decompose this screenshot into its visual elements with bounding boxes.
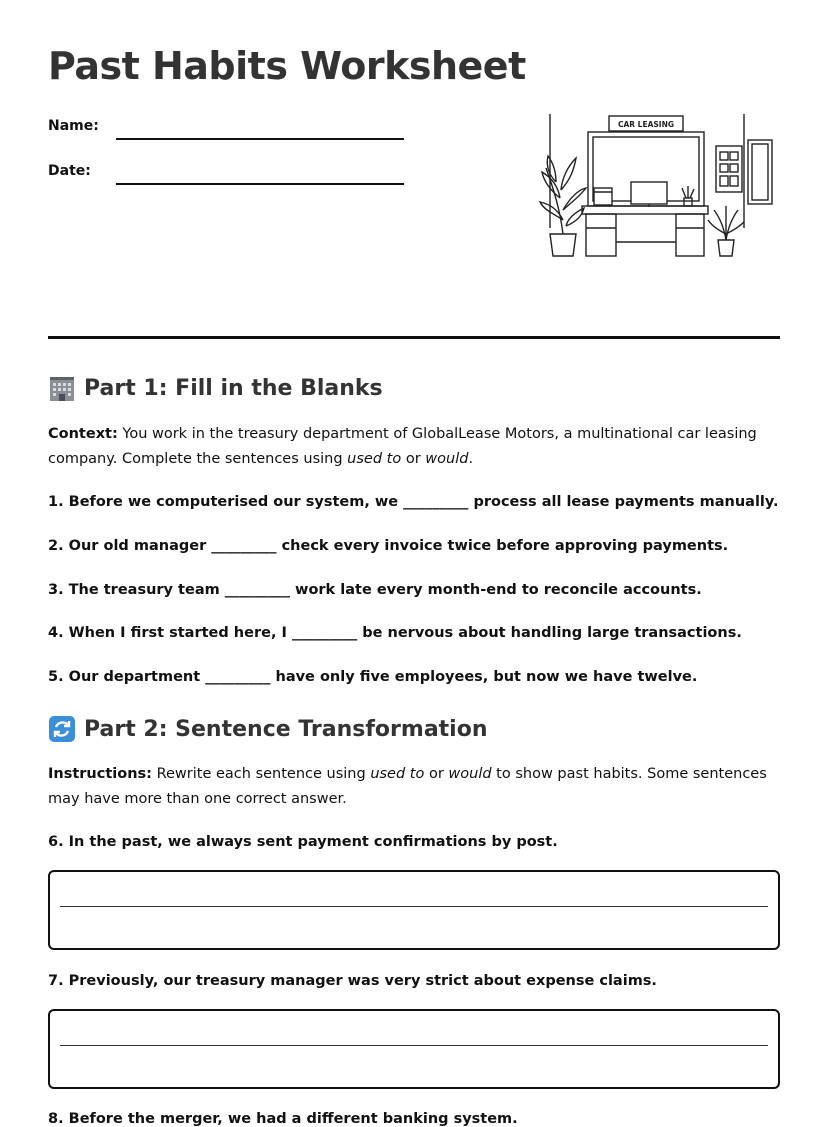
instructions-emphasis-would: would	[448, 766, 492, 782]
part2-heading	[48, 715, 488, 743]
context-text-before: You work in the treasury department of GlobalLease Motors, a multinational car leasing company. Complete the sentences using	[48, 426, 757, 467]
instructions-text-after: to show past habits. Some sentences may have more than one correct answer.	[48, 766, 767, 807]
part1-heading	[48, 374, 383, 402]
instructions-emphasis-used-to: used to	[370, 766, 425, 782]
answer-line	[60, 1045, 768, 1046]
answer-box-7[interactable]	[48, 1009, 780, 1089]
context-emphasis-used-to: used to	[347, 451, 402, 467]
date-label: Date:	[48, 163, 91, 179]
question-4: 4. When I first started here, I _________ be nervous about handling large transactions.	[48, 625, 742, 641]
context-text-end: .	[468, 451, 474, 467]
question-7: 7. Previously, our treasury manager was very strict about expense claims.	[48, 973, 657, 989]
context-emphasis-would: would	[425, 451, 469, 467]
illustration-sign-text: CAR LEASING	[617, 120, 675, 129]
question-1: 1. Before we computerised our system, we _________ process all lease payments manually.	[48, 494, 779, 510]
part2-heading-text: Part 2: Sentence Transformation	[84, 716, 488, 742]
name-write-line[interactable]	[116, 138, 404, 140]
part1-context	[48, 422, 780, 472]
question-6: 6. In the past, we always sent payment confirmations by post.	[48, 834, 558, 850]
question-5: 5. Our department _________ have only five employees, but now we have twelve.	[48, 669, 698, 685]
part2-instructions	[48, 762, 780, 812]
part1-heading-text: Part 1: Fill in the Blanks	[84, 375, 383, 401]
page-title: Past Habits Worksheet	[48, 44, 526, 88]
answer-line	[60, 906, 768, 907]
context-text-mid: or	[401, 451, 426, 467]
date-field-row	[48, 163, 408, 193]
answer-box-6[interactable]	[48, 870, 780, 950]
header-divider	[48, 336, 780, 339]
refresh-icon	[48, 715, 76, 743]
question-3: 3. The treasury team _________ work late every month-end to reconcile accounts.	[48, 582, 702, 598]
instructions-text-mid: or	[424, 766, 449, 782]
office-building-icon	[48, 374, 76, 402]
question-2: 2. Our old manager _________ check every invoice twice before approving payments.	[48, 538, 729, 554]
question-8: 8. Before the merger, we had a different banking system.	[48, 1111, 518, 1127]
instructions-text-before: Rewrite each sentence using	[151, 766, 371, 782]
instructions-label: Instructions:	[48, 766, 152, 782]
name-label: Name:	[48, 118, 99, 134]
context-label: Context:	[48, 426, 118, 442]
name-field-row	[48, 118, 408, 148]
car-leasing-office-illustration	[536, 110, 782, 262]
date-write-line[interactable]	[116, 183, 404, 185]
